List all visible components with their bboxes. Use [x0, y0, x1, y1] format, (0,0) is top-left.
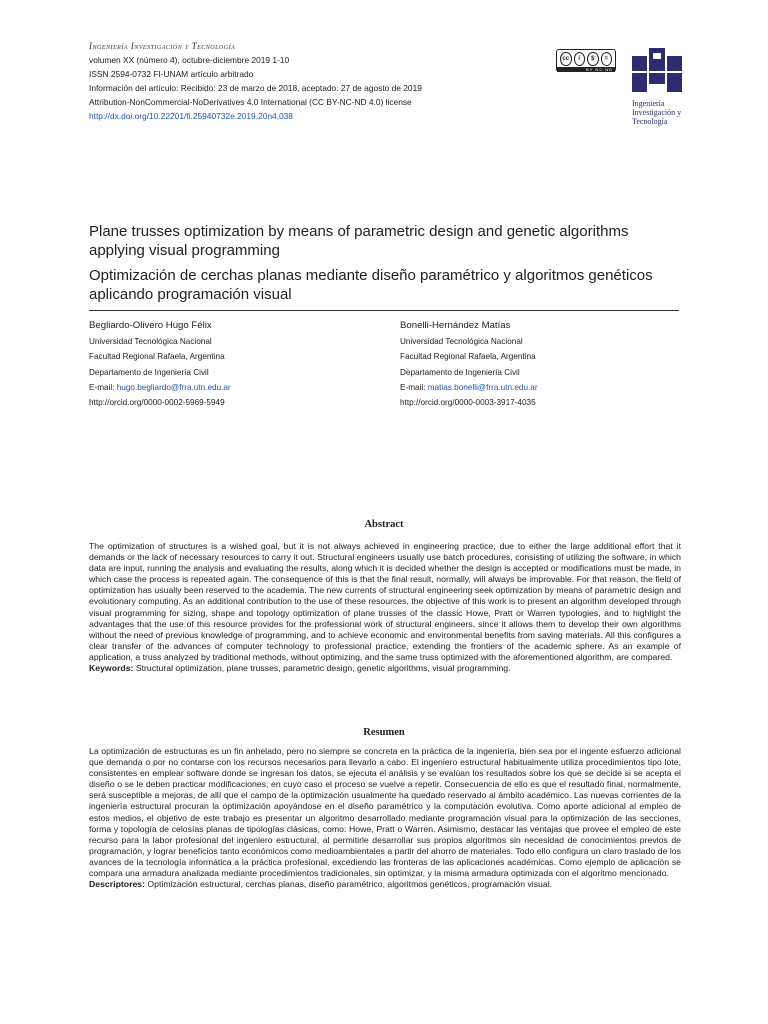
nd-icon: =: [601, 52, 613, 66]
title-spanish: Optimización de cerchas planas mediante diseño paramétrico y algoritmos genéticos aplicando programación visual: [89, 267, 653, 303]
orcid-link[interactable]: http://orcid.org/0000-0003-3917-4035: [400, 398, 536, 408]
descriptores-text: Optimización estructural, cerchas planas, diseño paramétrico, algoritmos genéticos, programación visual.: [145, 879, 553, 890]
keywords-text: Structural optimization, plane trusses, parametric design, genetic algorithms, visual programming.: [133, 663, 511, 674]
logo-text: Ingeniería Investigación y Tecnología: [632, 99, 682, 126]
orcid-link[interactable]: http://orcid.org/0000-0002-5969-5949: [89, 398, 225, 408]
keywords-label: Keywords:: [89, 663, 134, 674]
author-faculty: Facultad Regional Rafaela, Argentina: [400, 352, 536, 362]
abstract-body: [89, 541, 681, 674]
author-university: Universidad Tecnológica Nacional: [400, 337, 523, 346]
issn-info: ISSN 2594-0732 FI-UNAM artículo arbitrado: [89, 69, 254, 79]
by-icon: i: [574, 52, 586, 66]
resumen-body: [89, 746, 681, 890]
author-department: Departamento de Ingeniería Civil: [89, 367, 209, 377]
author-block-1: [89, 320, 389, 410]
email-link[interactable]: hugo.begliardo@frra.utn.edu.ar: [116, 382, 231, 392]
title-divider: [89, 310, 679, 311]
resumen-text: La optimización de estructuras es un fin anhelado, pero no siempre se concreta en la práctica de la ingeniería, bien sea por el ingente esfuerzo adicional que demanda o por no contarse con los recursos necesarios para llevarlo a cabo. El ingeniero estructural habitualmente utiliza procedimientos tipo lote, consistentes en emplear software donde se ingresan los datos, se ejecuta el análisis y se evalúan los resultados sobre los que se decide si se acepta el diseño o se le deben practicar modificaciones, en cuyo caso el proceso se vuelve a repetir. Consecuencia de ello es que el resultado final, normalmente, será susceptible a mejoras, de allí que el campo de la optimización usualmente ha quedado reservado al ámbito académico. Las nuevas corrientes de la ingeniería estructural procuran la optimización apoyándose en el diseño paramétrico y la computación evolutiva. Como aporte adicional al empleo de estos medios, el objetivo de este trabajo es presentar un algoritmo desarrollado mediante programación visual para la optimización de las secciones, forma y topología de celosías planas de tipologías clásicas, como: Howe, Pratt o Warren. Asimismo, destacar las ventajas que provee el empleo de este recurso para la labor profesional del ingeniero estructural, al permitirle desarrollar sus propios algoritmos sin necesidad de conocimientos previos de programación, y lograr beneficios tanto económicos como medioambientales a partir del ahorro de materiales. Todo ello configura un claro traslado de los avances de la tecnología informática a la práctica profesional, excediendo las fronteras de las aplicaciones académicas. Como ejemplo de aplicación se compara una armadura analizada mediante procedimientos tradicionales, sin optimizar, y la misma armadura optimizada con el algoritmo mencionado.: [89, 746, 681, 879]
author-university: Universidad Tecnológica Nacional: [89, 337, 212, 346]
journal-logo-icon: [632, 48, 682, 92]
cc-badge-label: BY NC ND: [557, 67, 615, 72]
resumen-heading: Resumen: [363, 727, 405, 738]
author-department: Departamento de Ingeniería Civil: [400, 367, 520, 377]
author-faculty: Facultad Regional Rafaela, Argentina: [89, 352, 225, 362]
author-email: E-mail: matias.bonelli@frra.utn.edu.ar: [400, 382, 538, 392]
email-link[interactable]: matias.bonelli@frra.utn.edu.ar: [427, 382, 538, 392]
author-name: Bonelli-Hernández Matías: [400, 320, 511, 331]
author-email: E-mail: hugo.begliardo@frra.utn.edu.ar: [89, 382, 231, 392]
author-block-2: [400, 320, 690, 410]
nc-icon: $: [587, 52, 599, 66]
journal-name: Ingeniería Investigación y Tecnología: [89, 41, 236, 51]
cc-license-badge[interactable]: [556, 49, 616, 72]
doi-link[interactable]: http://dx.doi.org/10.22201/fi.25940732e.2019.20n4.038: [89, 111, 293, 121]
abstract-text: The optimization of structures is a wished goal, but it is not always achieved in engineering practice, due to either the large additional effort that it demands or the lack of necessary resources to carry it out. Structural engineers usually use batch procedures, consisting of utilizing the software, in which data are input, running the analysis and evaluating the results, along which it is decided whether the design is accepted or modifications must be made, in which case the process is repeated again. The consequence of this is that the final result, normally, will always be improvable. For that reason, the field of optimization has usually been reserved to the academia. The new currents of structural engineering seek optimization by means of parametric design and evolutionary computing. As an additional contribution to the use of these resources, the objective of this work is to present an algorithm developed through visual programming for sizing, shape and topology optimization of plane trusses of the classic Howe, Pratt or Warren typologies, and to highlight the advantages that the use of this resource provides for the professional work of structural engineers, since it allows them to develop their own algorithms without the need of previous knowledge of programming, and to achieve economic and environmental benefits from saving materials. All this configures a clear transfer of the advances of computer technology to professional practice, extending the frontiers of the academic sphere. As an example of application, a truss analyzed by traditional methods, without optimizing, and the same truss optimized with the aforementioned algorithm, are compared.: [89, 541, 681, 662]
title-english: Plane trusses optimization by means of parametric design and genetic algorithms applying visual programming: [89, 223, 629, 259]
license-info: Attribution-NonCommercial-NoDerivatives 4.0 International (CC BY-NC-ND 4.0) license: [89, 97, 412, 107]
article-info: Información del artículo: Recibido: 23 de marzo de 2018, aceptado: 27 de agosto de 2019: [89, 83, 422, 93]
abstract-heading: Abstract: [364, 519, 404, 530]
volume-info: volumen XX (número 4), octubre-diciembre 2019 1-10: [89, 55, 290, 65]
descriptores-label: Descriptores:: [89, 879, 146, 890]
author-name: Begliardo-Olivero Hugo Félix: [89, 320, 212, 331]
cc-icon: cc: [560, 52, 572, 66]
